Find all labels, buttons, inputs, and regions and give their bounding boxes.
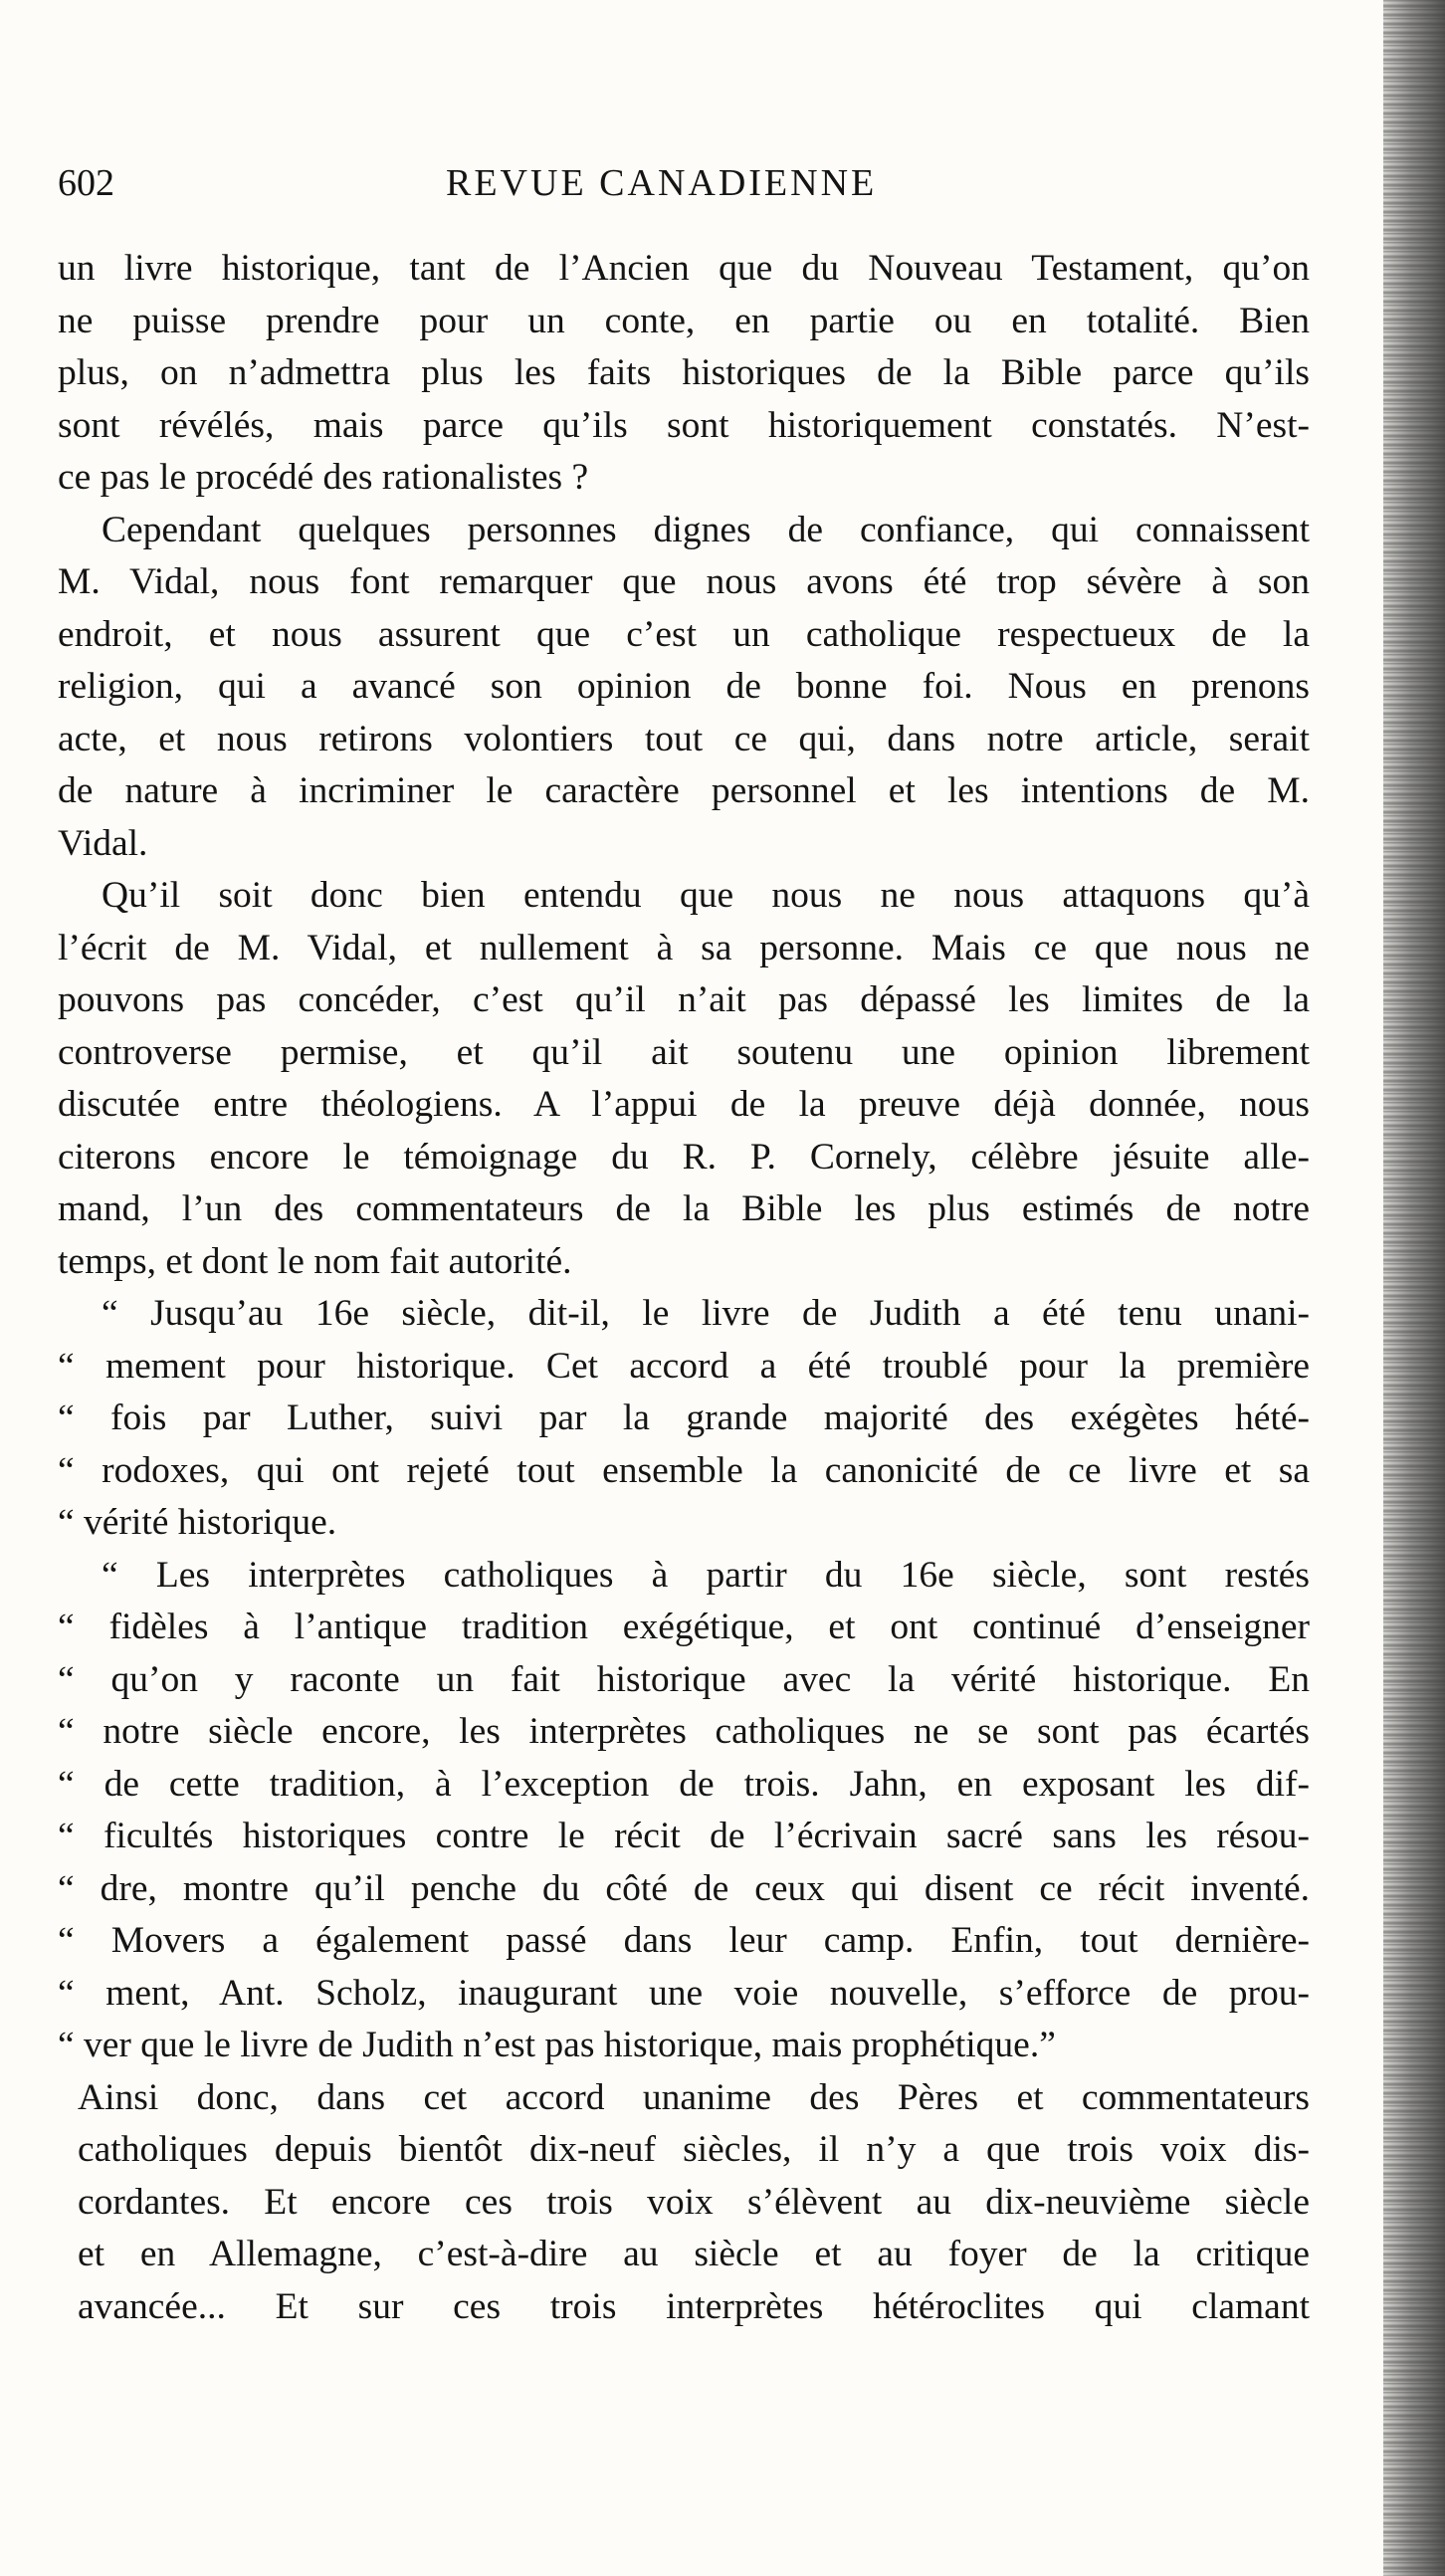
quote-line: “ mement pour historique. Cet accord a été troublé pour la première — [58, 1345, 1310, 1387]
text-line: Ainsi donc, dans cet accord unanime des Pères et commentateurs — [78, 2076, 1310, 2118]
quote-line: “ notre siècle encore, les interprètes catholiques ne se sont pas écartés — [58, 1711, 1310, 1752]
text-line: pouvons pas concéder, c’est qu’il n’ait pas dépassé les limites de la — [58, 979, 1310, 1020]
page-number: 602 — [58, 162, 114, 204]
text-line: ce pas le procédé des rationalistes ? — [58, 457, 589, 498]
quote-line: “ dre, montre qu’il penche du côté de ceux qui disent ce récit inventé. — [58, 1867, 1310, 1909]
text-line: Qu’il soit donc bien entendu que nous ne nous attaquons qu’à — [102, 875, 1310, 916]
page-header — [58, 161, 1252, 211]
text-line: discutée entre théologiens. A l’appui de la preuve déjà donnée, nous — [58, 1084, 1310, 1125]
quote-line: “ de cette tradition, à l’exception de trois. Jahn, en exposant les dif- — [58, 1763, 1310, 1805]
quote-line: “ Movers a également passé dans leur camp. Enfin, tout dernière- — [58, 1920, 1310, 1961]
quote-line: “ ment, Ant. Scholz, inaugurant une voie nouvelle, s’efforce de prou- — [58, 1972, 1310, 2014]
text-line: controverse permise, et qu’il ait soutenu une opinion librement — [58, 1031, 1310, 1073]
text-line: catholiques depuis bientôt dix-neuf siècles, il n’y a que trois voix dis- — [78, 2129, 1310, 2170]
quote-line: “ fois par Luther, suivi par la grande majorité des exégètes hété- — [58, 1397, 1310, 1438]
text-line: un livre historique, tant de l’Ancien que du Nouveau Testament, qu’on — [58, 248, 1310, 289]
text-line: de nature à incriminer le caractère personnel et les intentions de M. — [58, 770, 1310, 811]
quote-line: “ fidèles à l’antique tradition exégétique, et ont continué d’enseigner — [58, 1607, 1310, 1647]
text-line: ne puisse prendre pour un conte, en partie ou en totalité. Bien — [58, 300, 1310, 341]
scanned-page-edge — [1383, 0, 1445, 2576]
text-line: endroit, et nous assurent que c’est un catholique respectueux de la — [58, 613, 1310, 655]
text-line: Vidal. — [58, 822, 148, 864]
quote-line: “ ficultés historiques contre le récit de l’écrivain sacré sans les résou- — [58, 1816, 1310, 1856]
text-line: avancée... Et sur ces trois interprètes hétéroclites qui clamant — [78, 2285, 1310, 2327]
text-line: et en Allemagne, c’est-à-dire au siècle et au foyer de la critique — [78, 2234, 1310, 2274]
running-title: REVUE CANADIENNE — [446, 162, 878, 204]
text-line: Cependant quelques personnes dignes de confiance, qui connaissent — [102, 509, 1310, 550]
text-line: religion, qui a avancé son opinion de bonne foi. Nous en prenons — [58, 666, 1310, 707]
text-line: l’écrit de M. Vidal, et nullement à sa personne. Mais ce que nous ne — [58, 927, 1310, 968]
text-line: temps, et dont le nom fait autorité. — [58, 1240, 572, 1282]
quote-line: “ Les interprètes catholiques à partir du 16e siècle, sont restés — [102, 1554, 1310, 1596]
text-line: sont révélés, mais parce qu’ils sont historiquement constatés. N’est- — [58, 404, 1310, 446]
text-line: mand, l’un des commentateurs de la Bible les plus estimés de notre — [58, 1188, 1310, 1229]
body-text — [58, 243, 1310, 2333]
quote-line: “ Jusqu’au 16e siècle, dit-il, le livre de Judith a été tenu unani- — [102, 1293, 1310, 1334]
text-line: acte, et nous retirons volontiers tout ce qui, dans notre article, serait — [58, 718, 1310, 759]
text-line: citerons encore le témoignage du R. P. Cornely, célèbre jésuite alle- — [58, 1136, 1310, 1178]
quote-line: “ qu’on y raconte un fait historique avec la vérité historique. En — [58, 1658, 1310, 1700]
quote-line: “ rodoxes, qui ont rejeté tout ensemble la canonicité de ce livre et sa — [58, 1449, 1310, 1491]
quote-line: “ vérité historique. — [58, 1502, 337, 1543]
text-line: cordantes. Et encore ces trois voix s’élèvent au dix-neuvième siècle — [78, 2181, 1310, 2223]
text-line: plus, on n’admettra plus les faits historiques de la Bible parce qu’ils — [58, 352, 1310, 393]
text-line: M. Vidal, nous font remarquer que nous avons été trop sévère à son — [58, 561, 1310, 602]
quote-line: “ ver que le livre de Judith n’est pas historique, mais prophétique.” — [58, 2025, 1056, 2065]
